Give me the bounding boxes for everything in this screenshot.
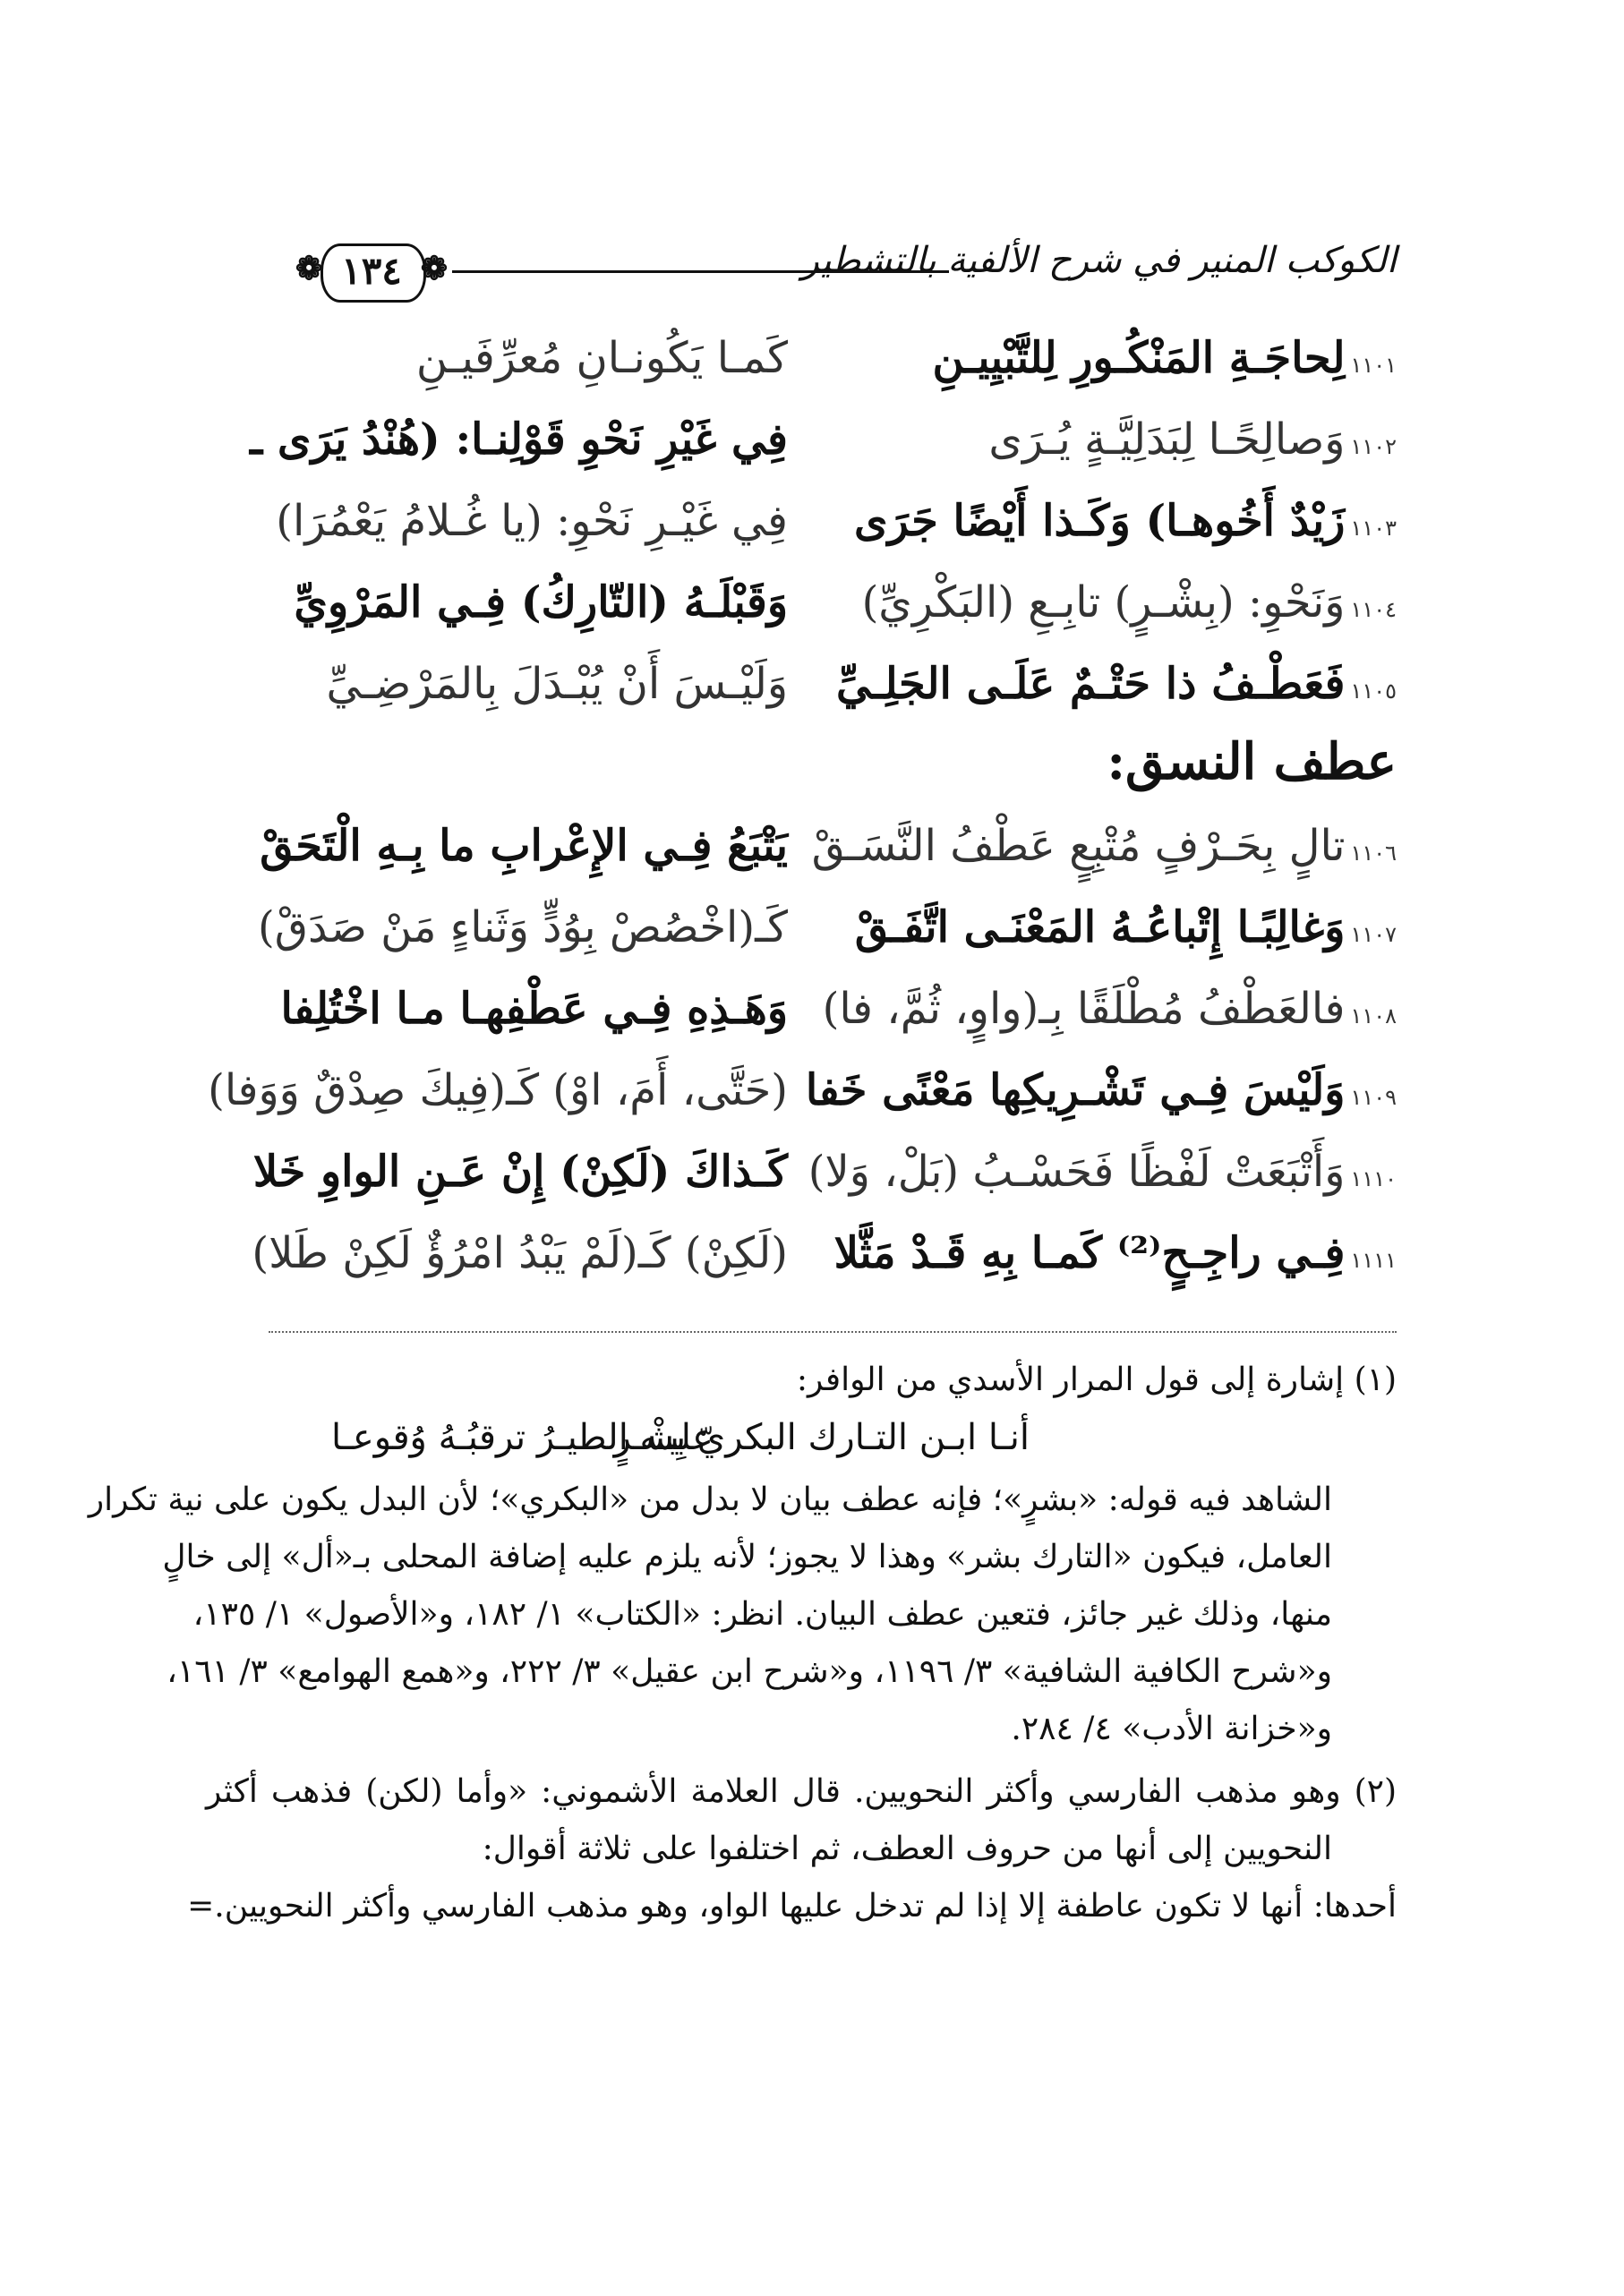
verse-first-hemistich: ١١٠٩وَلَيْسَ فِـي تَشْـرِيكِها مَعْنًى خَفا bbox=[805, 1065, 1397, 1115]
verse-row bbox=[269, 648, 1397, 730]
verse-second-hemistich: (لَكِنْ) كَـ(لَمْ يَبْدُ امْرُؤٌ لَكِنْ طَلا) bbox=[252, 1228, 788, 1278]
ornament-icon: ❁ bbox=[295, 250, 323, 287]
verse-second-hemistich: فِي غَيْـرِ نَحْوِ: (يا غُـلامُ يَعْمُرَا) bbox=[276, 496, 788, 546]
running-title: الكوكب المنير في شرح الألفية بالتشطير bbox=[801, 240, 1397, 281]
footnote-1-intro: (١) إشارة إلى قول المرار الأسدي من الوافر: bbox=[796, 1361, 1397, 1398]
page-number-badge bbox=[295, 242, 448, 299]
footnotes bbox=[88, 1352, 1397, 1935]
verse-number: ١١٠٢ bbox=[1350, 434, 1397, 459]
cited-verse-first: أنـا ابـن التـارك البكريّ بِشْـرٍ bbox=[613, 1417, 1030, 1458]
section-heading: عطف النسق: bbox=[1107, 732, 1397, 791]
verse-row bbox=[257, 892, 1397, 973]
ornament-icon: ❁ bbox=[420, 250, 448, 287]
verse-row bbox=[269, 973, 1397, 1054]
cited-verse-second: عليـه الطيـرُ ترقبُـهُ وُقوعـا bbox=[331, 1417, 714, 1458]
footnote-1-line: و«خزانة الأدب» ٤/ ٢٨٤. bbox=[1011, 1711, 1332, 1747]
verse-row bbox=[260, 810, 1397, 892]
verse-first-hemistich: ١١٠٥فَعَطْـفُ ذا حَتْـمٌ عَلَـى الجَلِـيِّ bbox=[835, 659, 1397, 709]
verse-second-hemistich: يَتْبَعُ فِـي الإِعْرابِ ما بِـهِ الْتَحَقْ bbox=[260, 821, 788, 871]
verse-first-hemistich: ١١٠٢وَصالِحًـا لِبَدَلِيَّـةٍ يُـرَى bbox=[988, 414, 1397, 465]
verse-first-hemistich: ١١١٠وَأَتْبَعَتْ لَفْظًا فَحَسْـبُ (بَلْ، وَلا) bbox=[808, 1147, 1397, 1197]
verse-first-hemistich: ١١١١فِـي راجِـحٍ⁽²⁾ كَمـا بِهِ قَـدْ مَثَّلا bbox=[833, 1228, 1397, 1278]
verse-number: ١١٠٤ bbox=[1350, 597, 1397, 622]
footnote-2-line: (٢) وهو مذهب الفارسي وأكثر النحويين. قال العلامة الأشموني: «وأما (لكن) فذهب أكثر bbox=[206, 1773, 1397, 1810]
verse-number: ١١٠٣ bbox=[1350, 516, 1397, 541]
verse-block-nasaq bbox=[208, 810, 1397, 1299]
footnote-1-line: منها، وذلك غير جائز، فتعين عطف البيان. انظر: «الكتاب» ١/ ١٨٢، و«الأصول» ١/ ١٣٥، bbox=[192, 1596, 1332, 1633]
verse-second-hemistich: وَهَـذِهِ فِـي عَطْفِهـا مـا اخْتُلِفا bbox=[280, 984, 788, 1034]
verse-row bbox=[269, 567, 1397, 648]
verse-second-hemistich: (حَتَّى، أَمَ، اوْ) كَـ(فِيكَ صِدْقٌ وَوَفا) bbox=[208, 1065, 788, 1115]
verse-row bbox=[208, 1054, 1397, 1136]
footnote-1-line: الشاهد فيه قوله: «بشرٍ»؛ فإنه عطف بيان لا بدل من «البكري»؛ لأن البدل يكون على نية تكرار bbox=[88, 1481, 1332, 1518]
verse-first-hemistich: ١١٠٧وَغالِبًـا إِتْباعُـهُ المَعْنَـى اتَّفَـقْ bbox=[854, 902, 1397, 952]
verse-block-badal bbox=[250, 322, 1397, 730]
footnote-2-line: النحويين إلى أنها من حروف العطف، ثم اختلفوا على ثلاثة أقوال: bbox=[482, 1831, 1332, 1867]
verse-first-hemistich: ١١٠٤وَنَحْوِ: (بِشْـرٍ) تابِـعِ (البَكْرِيِّ) bbox=[861, 577, 1397, 627]
verse-number: ١١١٠ bbox=[1350, 1166, 1397, 1191]
cited-verse bbox=[206, 1409, 1397, 1472]
footnote-1-line: العامل، فيكون «التارك بشر» وهذا لا يجوز؛ لأنه يلزم عليه إضافة المحلى بـ«أل» إلى خالٍ bbox=[162, 1539, 1332, 1575]
page-header bbox=[295, 224, 1397, 322]
verse-first-hemistich: ١١٠١لِحاجَـةِ المَنْكُـورِ لِلتَّبْيِيـنِ bbox=[932, 333, 1397, 383]
verse-second-hemistich: وَلَيْـسَ أَنْ يُبْـدَلَ بِالمَرْضِـيِّ bbox=[326, 659, 788, 709]
verse-row bbox=[250, 404, 1397, 485]
verse-number: ١١٠٨ bbox=[1350, 1003, 1397, 1029]
footnote-1-line: و«شرح الكافية الشافية» ٣/ ١١٩٦، و«شرح ابن عقيل» ٣/ ٢٢٢، و«همع الهوامع» ٣/ ١٦١، bbox=[167, 1653, 1332, 1690]
verse-number: ١١٠٥ bbox=[1350, 679, 1397, 704]
verse-number: ١١٠٦ bbox=[1350, 841, 1397, 866]
verse-row bbox=[252, 1217, 1397, 1299]
verse-second-hemistich: كَـذاكَ (لَكِنْ) إِنْ عَـنِ الواوِ خَلا bbox=[252, 1147, 788, 1197]
verse-number: ١١٠١ bbox=[1350, 353, 1397, 378]
footnote-separator bbox=[269, 1331, 1397, 1333]
verse-second-hemistich: وَقَبْلَـهُ (التّارِكُ) فِـي المَرْوِيِّ bbox=[294, 577, 788, 627]
verse-number: ١١٠٩ bbox=[1350, 1085, 1397, 1110]
verse-second-hemistich: كَمـا يَكُونـانِ مُعرِّفَيـنِ bbox=[415, 333, 788, 383]
verse-second-hemistich: فِي غَيْرِ نَحْوِ قَوْلِنـا: (هُنْدُ يَرَى ـ bbox=[250, 414, 788, 465]
verse-second-hemistich: كَـ(اخْصُصْ بِوُدٍّ وَثَناءٍ مَنْ صَدَقْ) bbox=[257, 902, 788, 952]
footnote-2-line: أحدها: أنها لا تكون عاطفة إلا إذا لم تدخل عليها الواو، وهو مذهب الفارسي وأكثر النحويين.= bbox=[187, 1888, 1397, 1925]
verse-row bbox=[252, 1136, 1397, 1217]
verse-first-hemistich: ١١٠٣زَيْدٌ أَخُوهـا) وَكَـذا أَيْضًا جَرَى bbox=[854, 496, 1397, 546]
verse-number: ١١٠٧ bbox=[1350, 922, 1397, 947]
verse-first-hemistich: ١١٠٨فالعَطْفُ مُطْلَقًا بِـ(واوٍ، ثُمَّ، فا) bbox=[822, 984, 1397, 1034]
verse-number: ١١١١ bbox=[1350, 1248, 1397, 1273]
verse-row bbox=[269, 485, 1397, 567]
page-number: ١٣٤ bbox=[341, 248, 402, 293]
verse-row bbox=[269, 322, 1397, 404]
verse-first-hemistich: ١١٠٦تالٍ بِحَـرْفٍ مُتْبِعٍ عَطْفُ النَّسَـقْ bbox=[811, 821, 1397, 871]
